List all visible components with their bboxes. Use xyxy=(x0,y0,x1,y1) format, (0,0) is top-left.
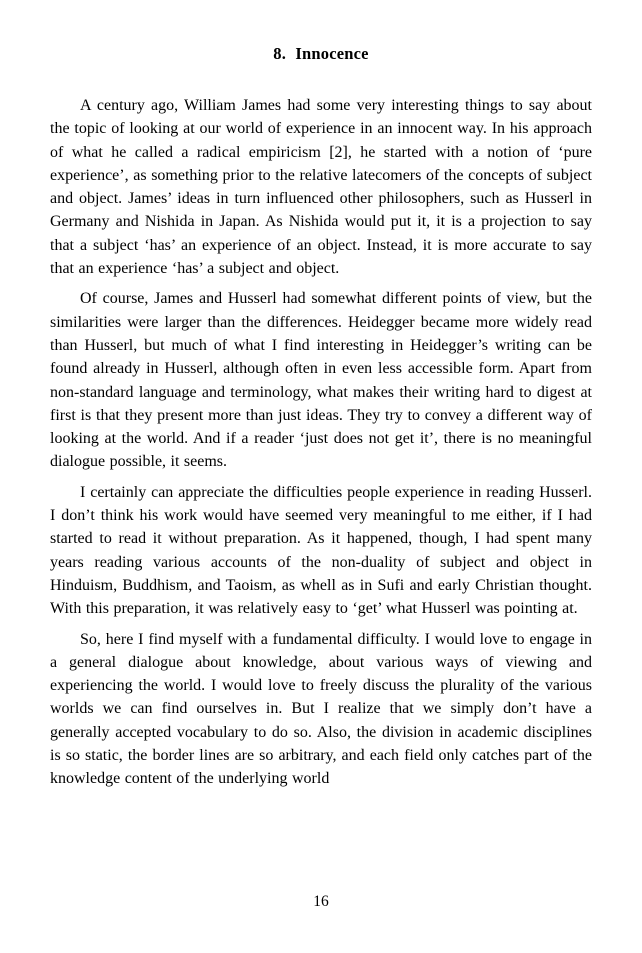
paragraph: So, here I find myself with a fundamental difficulty. I would love to engage in a general dialogue about knowledge, about various ways of viewing and experiencing the world. I would love to freely discuss the plurality of the various worlds we can find ourselves in. But I realize that we simply don’t have a generally accepted vocabulary to do so. Also, the division in academic disciplines is so static, the border lines are so arbitrary, and each field only catches part of the knowledge content of the underlying world xyxy=(50,630,592,788)
page-number: 16 xyxy=(313,893,329,910)
paragraph: A century ago, William James had some very interesting things to say about the topic of looking at our world of experience in an innocent way. In his approach of what he called a radical empiricism [2], he started with a notion of ‘pure experience’, as something prior to the relative latecomers of the concepts of subject and object. James’ ideas in turn influenced other philosophers, such as Husserl in Germany and Nishida in Japan. As Nishida would put it, it is a projection to say that a subject ‘has’ an experience of an object. Instead, it is more accurate to say that an experience ‘has’ a subject and object. xyxy=(50,97,592,278)
section-title: 8. Innocence xyxy=(273,44,369,63)
body-text xyxy=(50,94,592,791)
document-page xyxy=(50,0,592,791)
paragraph: Of course, James and Husserl had somewhat different points of view, but the similarities were larger than the differences. Heidegger became more widely read than Husserl, but much of what I find interesting in Heidegger’s writing can be found already in Husserl, although often in even less accessible form. Apart from non-standard language and terminology, what makes their writing hard to digest at first is that they present more than just ideas. They try to convey a different way of looking at the world. And if a reader ‘just does not get it’, there is no meaningful dialogue possible, it seems. xyxy=(50,290,592,471)
paragraph: I certainly can appreciate the difficulties people experience in reading Husserl. I don’t think his work would have seemed very meaningful to me either, if I had started to read it without preparation. As it happened, though, I had spent many years reading various accounts of the non-duality of subject and object in Hinduism, Buddhism, and Taoism, as whell as in Sufi and early Christian thought. With this preparation, it was relatively easy to ‘get’ what Husserl was pointing at. xyxy=(50,483,592,618)
